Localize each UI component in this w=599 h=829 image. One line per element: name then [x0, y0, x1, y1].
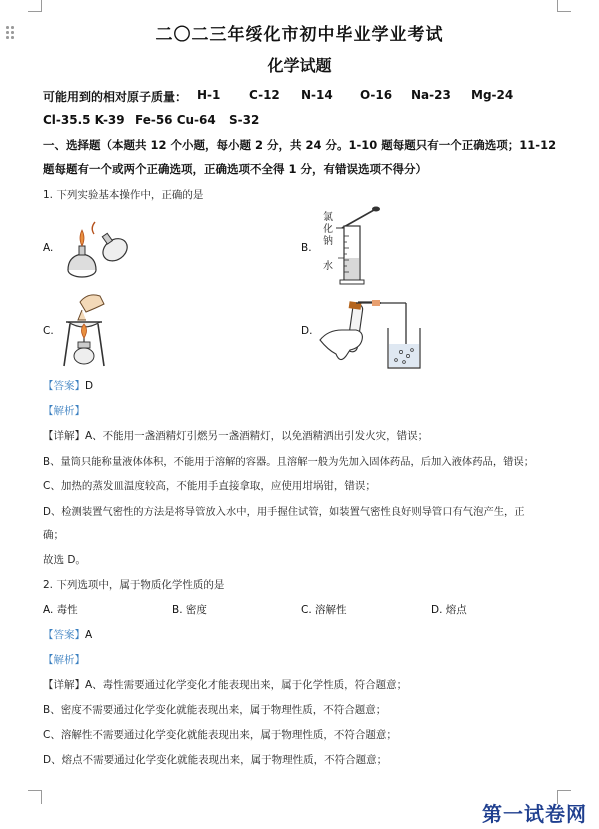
figure-airtightness-check [316, 294, 428, 372]
answer-label-text: 【答案】 [43, 380, 85, 392]
section-heading: 题每题有一个或两个正确选项，正确选项不全得 1 分，有错误选项不得分） [43, 162, 428, 176]
atomic-mass-item: Mg-24 [471, 88, 514, 102]
detail-line: B、密度不需要通过化学变化就能表现出来，属于物理性质，不符合题意； [43, 704, 387, 716]
option-c: C. 溶解性 [301, 604, 347, 616]
crop-mark [557, 790, 571, 791]
figure-b-label: 水 [323, 261, 333, 272]
option-b: B. 密度 [172, 604, 207, 616]
analysis-label: 【解析】 [43, 654, 85, 666]
detail-line: D、检测装置气密性的方法是将导管放入水中，用手握住试管，如装置气密性良好则导管口有气泡产生，正 [43, 506, 525, 518]
option-a: A. 毒性 [43, 604, 78, 616]
exam-title: 二〇二三年绥化市初中毕业学业考试 [155, 25, 444, 45]
crop-mark [28, 790, 42, 791]
atomic-mass-item: C-12 [249, 88, 280, 102]
crop-mark [28, 11, 42, 12]
analysis-label: 【解析】 [43, 405, 85, 417]
conclusion: 故选 D。 [43, 554, 86, 566]
option-b-label: B. [301, 242, 312, 254]
answer-label [43, 627, 92, 642]
answer-value: A [85, 629, 93, 641]
figure-b-label: 钠 [323, 236, 333, 247]
crop-mark [557, 0, 558, 12]
atomic-mass-label: 可能用到的相对原子质量： [43, 90, 188, 104]
question-stem: 2. 下列选项中，属于物质化学性质的是 [43, 579, 225, 591]
atomic-mass-item: N-14 [301, 88, 333, 102]
atomic-mass-item: O-16 [360, 88, 393, 102]
option-a-label: A. [43, 242, 54, 254]
detail-line: C、加热的蒸发皿温度较高，不能用手直接拿取，应使用坩埚钳，错误； [43, 480, 376, 492]
detail-line [43, 428, 428, 443]
question-stem: 1. 下列实验基本操作中，正确的是 [43, 189, 204, 201]
crop-mark [41, 790, 42, 804]
crop-mark [557, 11, 571, 12]
figure-b-label: 化 [323, 224, 333, 235]
section-heading: 一、选择题（本题共 12 个小题，每小题 2 分，共 24 分。1-10 题每题只有一个正确选项；11-12 [43, 138, 557, 152]
detail-line: B、量筒只能称量液体体积，不能用于溶解的容器。且溶解一般为先加入固体药品，后加入液体药品，错误； [43, 456, 535, 468]
detail-text: A、毒性需要通过化学变化才能表现出来，属于化学性质，符合题意； [85, 679, 408, 691]
detail-line: D、熔点不需要通过化学变化就能表现出来，属于物理性质，不符合题意； [43, 754, 388, 766]
option-d-label: D. [301, 325, 313, 337]
detail-line: 确； [43, 529, 64, 541]
atomic-mass-item: Fe-56 Cu-64 [135, 113, 216, 127]
detail-label: 【详解】 [43, 679, 85, 691]
option-d: D. 熔点 [431, 604, 467, 616]
answer-label-text: 【答案】 [43, 629, 85, 641]
atomic-mass-item: Na-23 [411, 88, 451, 102]
crop-mark [41, 0, 42, 12]
atomic-mass-item: S-32 [229, 113, 260, 127]
detail-line [43, 677, 407, 692]
option-c-label: C. [43, 325, 54, 337]
figure-lamp-ignition [60, 212, 140, 284]
answer-label [43, 378, 93, 393]
exam-subtitle: 化学试题 [267, 56, 332, 75]
detail-text: A、不能用一盏酒精灯引燃另一盏酒精灯，以免酒精洒出引发火灾，错误； [85, 430, 429, 442]
site-logo: 第一试卷网 [482, 802, 587, 826]
atomic-mass-item: H-1 [197, 88, 221, 102]
atomic-mass-item: Cl-35.5 K-39 [43, 113, 125, 127]
figure-evaporating-dish [60, 290, 120, 374]
figure-graduated-cylinder [336, 206, 386, 286]
detail-label: 【详解】 [43, 430, 85, 442]
detail-line: C、溶解性不需要通过化学变化就能表现出来，属于物理性质，不符合题意； [43, 729, 397, 741]
answer-value: D [85, 380, 94, 392]
figure-b-label: 氯 [323, 212, 333, 223]
